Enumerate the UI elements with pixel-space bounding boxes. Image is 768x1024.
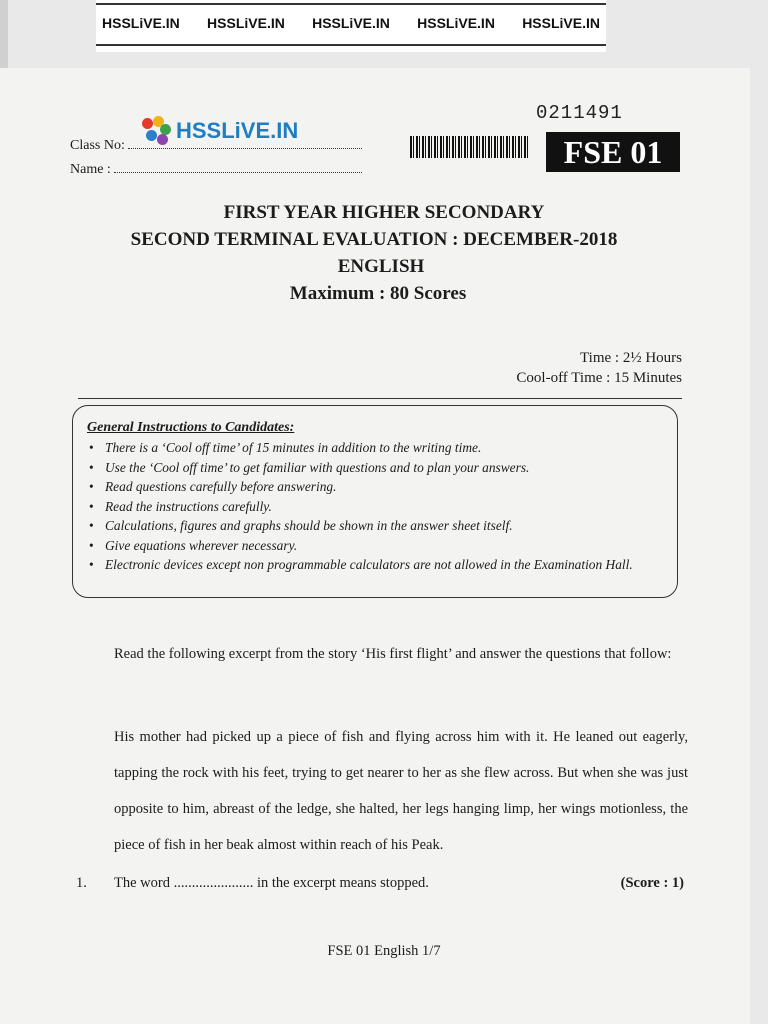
maximum-score: Maximum : 80 Scores	[289, 283, 467, 304]
paper-code-badge: FSE 01	[546, 132, 680, 172]
page-footer: FSE 01 English 1/7	[327, 943, 441, 959]
reading-passage: His mother had picked up a piece of fish and flying across him with it. He leaned out eagerly, tapping the rock with his feet, trying to get nearer to her as she flew across. But when she was just opposite to him, abreast of the ledge, she halted, her legs hanging limp, her wings motionless, the piece of fish in her beak almost within reach of his Peak.	[114, 729, 688, 853]
instructions-list	[87, 438, 665, 575]
time-allowed: Time : 2½ Hours	[580, 350, 682, 366]
serial-number: 0211491	[536, 102, 623, 124]
subject-title: ENGLISH	[337, 256, 425, 277]
banner-link[interactable]: HSSLiVE.IN	[207, 15, 285, 31]
question-score: (Score : 1)	[620, 875, 684, 891]
instruction-item: • Use the ‘Cool off time’ to get familiar with questions and to plan your answers.	[87, 458, 665, 478]
banner-link[interactable]: HSSLiVE.IN	[102, 15, 180, 31]
name-line	[114, 172, 362, 173]
question-number: 1.	[76, 875, 87, 891]
instruction-item: • Read the instructions carefully.	[87, 497, 665, 517]
instruction-item: • Read questions carefully before answering.	[87, 477, 665, 497]
cool-off-time: Cool-off Time : 15 Minutes	[516, 370, 682, 386]
banner-bottom-rule	[96, 44, 606, 46]
reading-intro: Read the following excerpt from the story ‘His first flight’ and answer the questions that follow:	[114, 646, 672, 662]
banner-top-rule	[96, 3, 606, 5]
logo-text: HSSLiVE.IN	[176, 118, 299, 143]
instructions-heading: General Instructions to Candidates:	[87, 420, 295, 435]
instruction-item: • Give equations wherever necessary.	[87, 536, 665, 556]
question-text: The word ...................... in the excerpt means stopped.	[114, 875, 429, 891]
banner-link[interactable]: HSSLiVE.IN	[417, 15, 495, 31]
instruction-item: • Calculations, figures and graphs should be shown in the answer sheet itself.	[87, 516, 665, 536]
banner-link[interactable]: HSSLiVE.IN	[522, 15, 600, 31]
class-number-line	[128, 148, 362, 149]
instruction-item: • There is a ‘Cool off time’ of 15 minutes in addition to the writing time.	[87, 438, 665, 458]
question-1	[76, 875, 429, 892]
name-field	[70, 162, 362, 178]
website-banner	[96, 0, 606, 52]
kids-logo-icon	[142, 116, 172, 146]
hsslive-logo	[142, 116, 298, 146]
instructions-box	[72, 405, 678, 598]
banner-link[interactable]: HSSLiVE.IN	[312, 15, 390, 31]
class-number-label: Class No:	[70, 138, 125, 153]
exam-level-title: FIRST YEAR HIGHER SECONDARY	[223, 202, 545, 223]
time-info	[516, 348, 682, 388]
barcode-icon	[410, 136, 528, 158]
divider	[78, 398, 682, 399]
exam-name-title: SECOND TERMINAL EVALUATION : DECEMBER-2018	[130, 229, 618, 250]
name-label: Name :	[70, 162, 111, 177]
instruction-item: • Electronic devices except non programmable calculators are not allowed in the Examination Hall.	[87, 555, 665, 575]
